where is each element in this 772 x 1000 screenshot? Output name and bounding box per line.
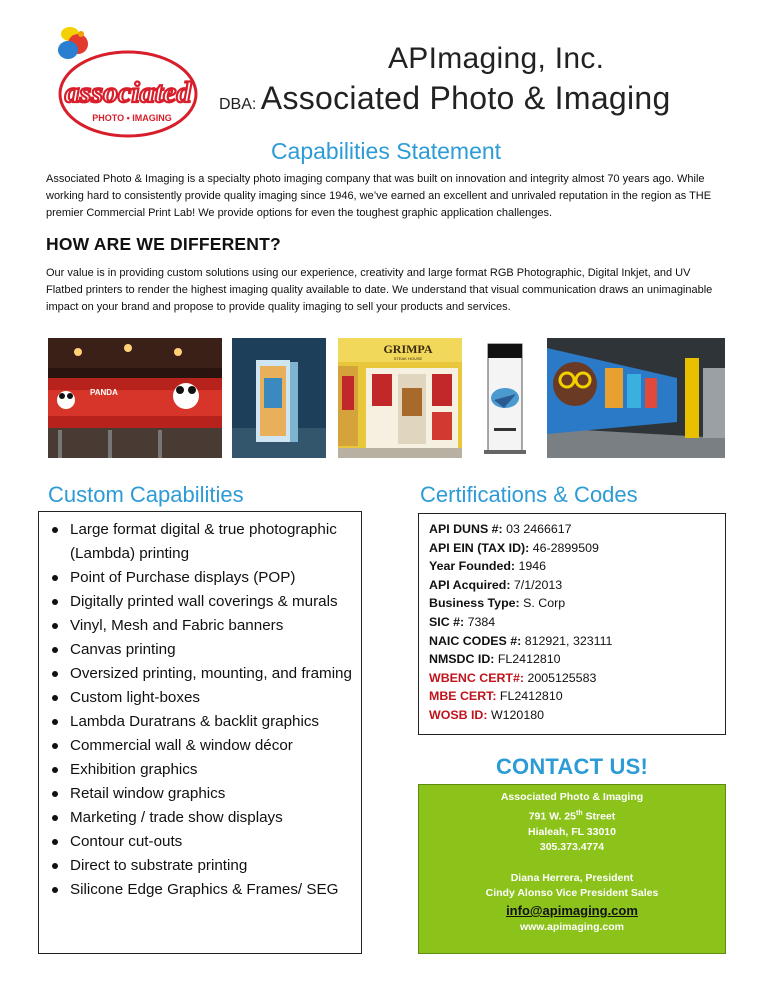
- contact-email-link[interactable]: info@apimaging.com: [506, 903, 638, 919]
- dba-line: [219, 80, 671, 117]
- capability-item: Oversized printing, mounting, and framing: [49, 662, 353, 686]
- capability-item: Silicone Edge Graphics & Frames/ SEG: [49, 878, 353, 902]
- capability-item: Point of Purchase displays (POP): [49, 566, 353, 590]
- contact-website-link[interactable]: www.apimaging.com: [519, 921, 625, 934]
- cert-row-nmsdc: NMSDC ID: FL2412810: [429, 652, 561, 667]
- capability-item: Lambda Duratrans & backlit graphics: [49, 710, 353, 734]
- cert-row-naic: NAIC CODES #: 812921, 323111: [429, 633, 613, 648]
- capability-item: Custom light-boxes: [49, 686, 353, 710]
- photo-wall-mural: [547, 338, 725, 458]
- contact-address: 791 W. 25th Street: [528, 809, 616, 823]
- contact-company: Associated Photo & Imaging: [500, 791, 644, 803]
- different-body: Our value is in providing custom solutions using our experience, creativity and large format RGB Photographic, Digital Inkjet, and UV Flatbed printers to render the highest imaging quality available to date. We understand that visual communication draws an unimaginable impact on your brand and propose to provide quality imaging to sell your products and services.: [46, 267, 713, 313]
- contact-phone: 305.373.4774: [539, 841, 605, 854]
- company-name: APImaging, Inc.: [388, 42, 605, 75]
- contact-city: Hialeah, FL 33010: [528, 825, 616, 838]
- logo-subtext: PHOTO • IMAGING: [92, 113, 172, 123]
- certifications-title: Certifications & Codes: [420, 482, 638, 507]
- custom-capabilities-box: [38, 511, 362, 954]
- cert-row-acquired: API Acquired: 7/1/2013: [429, 577, 563, 592]
- capability-item: Commercial wall & window décor: [49, 734, 353, 758]
- capability-item: Direct to substrate printing: [49, 854, 353, 878]
- cert-row-ein: API EIN (TAX ID): 46-2899509: [429, 540, 599, 555]
- grimpa-sign: GRIMPA: [383, 342, 433, 356]
- panda-sign: PANDA: [90, 388, 118, 397]
- contact-person-vp: Cindy Alonso Vice President Sales: [485, 887, 659, 900]
- capability-item: Exhibition graphics: [49, 758, 353, 782]
- cert-row-founded: Year Founded: 1946: [429, 559, 547, 574]
- dba-prefix: DBA:: [219, 96, 257, 113]
- capability-item: Marketing / trade show displays: [49, 806, 353, 830]
- photo-banner-stand: [474, 338, 536, 458]
- capability-item: Retail window graphics: [49, 782, 353, 806]
- capability-item: Large format digital & true photographic (Lambda) printing: [49, 518, 353, 566]
- contact-title: CONTACT US!: [495, 754, 649, 779]
- different-heading: HOW ARE WE DIFFERENT?: [46, 234, 281, 254]
- cert-row-mbe: MBE CERT: FL2412810: [429, 689, 563, 704]
- contact-person-president: Diana Herrera, President: [510, 871, 634, 884]
- cert-row-sic: SIC #: 7384: [429, 614, 496, 629]
- capability-item: Canvas printing: [49, 638, 353, 662]
- capability-item: Digitally printed wall coverings & murals: [49, 590, 353, 614]
- photo-lightbox: [232, 338, 326, 458]
- photo-grimpa-storefront: [338, 338, 462, 458]
- custom-capabilities-list: [39, 512, 361, 902]
- dba-name: Associated Photo & Imaging: [260, 80, 671, 116]
- grimpa-subsign: STEAK HOUSE: [393, 356, 423, 361]
- logo-wordmark: associated: [64, 76, 192, 109]
- capability-item: Vinyl, Mesh and Fabric banners: [49, 614, 353, 638]
- capability-item: Contour cut-outs: [49, 830, 353, 854]
- cert-row-wosb: WOSB ID: W120180: [429, 707, 544, 722]
- company-logo: [46, 22, 206, 142]
- capabilities-statement-body: Associated Photo & Imaging is a specialty photo imaging company that was built on innovation and integrity almost 70 years ago. While working hard to consistently provide quality imaging since 1946, we’ve earned an excellent and unrivaled reputation in the region as THE premier Commercial Print Lab! We provide options for even the toughest graphic application challenges.: [46, 173, 712, 219]
- custom-capabilities-title: Custom Capabilities: [48, 482, 244, 507]
- cert-row-wbenc: WBENC CERT#: 2005125583: [429, 670, 597, 685]
- capabilities-statement-title: Capabilities Statement: [270, 138, 502, 164]
- cert-row-business-type: Business Type: S. Corp: [429, 596, 566, 611]
- cert-row-duns: API DUNS #: 03 2466617: [429, 522, 572, 536]
- certifications-box: [418, 513, 726, 735]
- photo-panda-store: [48, 338, 222, 458]
- contact-box: [418, 784, 726, 954]
